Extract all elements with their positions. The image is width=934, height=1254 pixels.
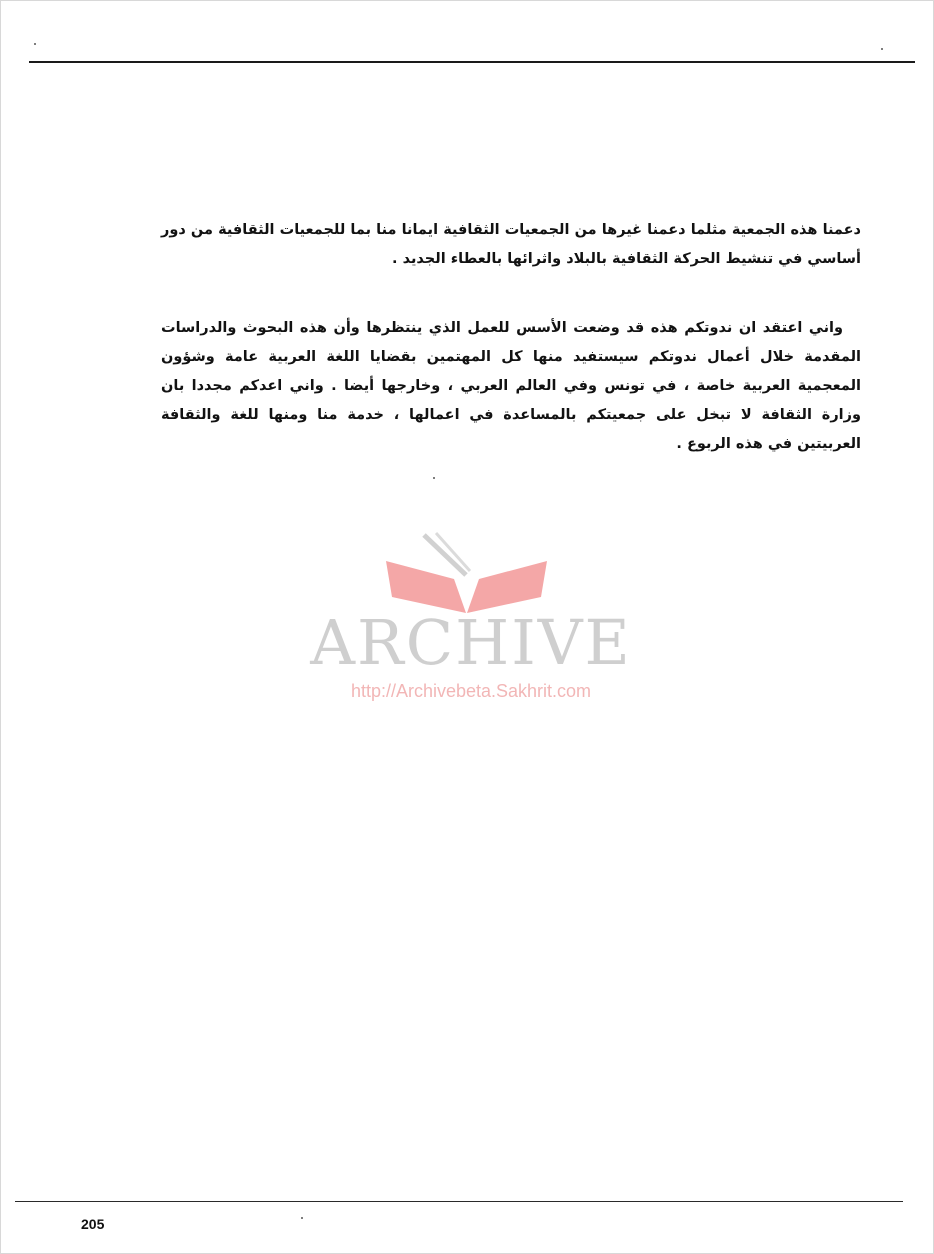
open-book-icon <box>384 531 549 616</box>
watermark-title: ARCHIVE <box>310 606 632 679</box>
scan-speck <box>433 477 435 479</box>
watermark-url: http://Archivebeta.Sakhrit.com <box>350 681 592 701</box>
scan-speck <box>34 43 36 45</box>
archive-watermark <box>301 531 641 711</box>
paragraph-1: دعمنا هذه الجمعية مثلما دعمنا غيرها من الجمعيات الثقافية ايمانا منا بما للجمعيات الثقافية من دور أساسي في تنشيط الحركة الثقافية بالبلاد واثرائها بالعطاء الجديد . <box>161 222 861 267</box>
page-number: 205 <box>81 1216 105 1232</box>
scan-speck <box>301 1217 303 1219</box>
paragraph-2: واني اعتقد ان ندوتكم هذه قد وضعت الأسس للعمل الذي ينتظرها وأن هذه البحوث والدراسات المقدمة خلال أعمال ندوتكم سيستفيد منها كل المهتمين بقضايا اللغة العربية عامة وشؤون المعجمية العربية خاصة ، في تونس وفي العالم العربي ، وخارجها أيضا . واني اعدكم مجددا بان وزارة الثقافة لا تبخل على جمعيتكم بالمساعدة في اعمالها ، خدمة منا ومنها للغة والثقافة العربيتين في هذه الربوع . <box>161 320 861 452</box>
bottom-rule <box>15 1201 903 1202</box>
top-rule <box>29 61 915 63</box>
scan-speck <box>881 48 883 50</box>
